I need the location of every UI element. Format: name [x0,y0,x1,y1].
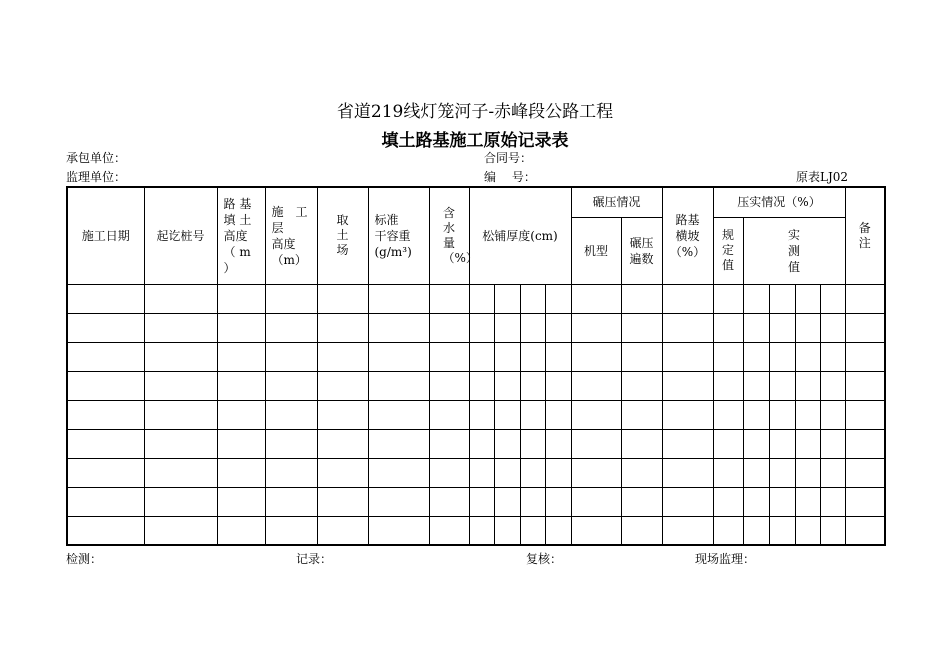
table-cell[interactable] [317,458,368,487]
table-cell[interactable] [469,313,494,342]
table-cell[interactable] [520,400,545,429]
table-cell[interactable] [571,458,621,487]
table-cell[interactable] [265,400,317,429]
table-cell[interactable] [820,400,845,429]
table-cell[interactable] [469,342,494,371]
contract-no-label: 合同号： [484,151,533,165]
table-cell[interactable] [545,516,571,545]
table-cell[interactable] [621,429,662,458]
contractor-label: 承包单位： [66,151,127,165]
table-cell[interactable] [265,284,317,313]
table-cell[interactable] [217,284,265,313]
table-cell[interactable] [217,313,265,342]
table-cell[interactable] [217,342,265,371]
table-cell[interactable] [520,487,545,516]
table-cell[interactable] [713,458,743,487]
table-cell[interactable] [743,458,769,487]
header-layer-height: 施 工 层 高度 （m） [265,187,317,284]
table-row [67,516,885,545]
table-cell[interactable] [469,371,494,400]
table-cell[interactable] [67,284,144,313]
table-cell[interactable] [662,458,713,487]
project-title: 省道219线灯笼河子-赤峰段公路工程 [336,102,614,122]
table-cell[interactable] [713,284,743,313]
table-cell[interactable] [67,487,144,516]
table-cell[interactable] [368,371,429,400]
table-cell[interactable] [845,342,885,371]
table-cell[interactable] [621,516,662,545]
table-cell[interactable] [845,458,885,487]
table-cell[interactable] [545,400,571,429]
table-cell[interactable] [545,487,571,516]
table-cell[interactable] [217,487,265,516]
table-cell[interactable] [845,429,885,458]
table-cell[interactable] [368,284,429,313]
table-cell[interactable] [820,516,845,545]
table-cell[interactable] [820,342,845,371]
table-cell[interactable] [545,429,571,458]
table-cell[interactable] [713,313,743,342]
table-cell[interactable] [265,487,317,516]
table-cell[interactable] [67,371,144,400]
table-cell[interactable] [429,313,469,342]
table-cell[interactable] [67,400,144,429]
header-station: 起讫桩号 [144,187,217,284]
table-cell[interactable] [520,458,545,487]
table-cell[interactable] [217,429,265,458]
table-cell[interactable] [662,313,713,342]
header-borrow [317,187,368,284]
table-cell[interactable] [429,487,469,516]
table-cell[interactable] [545,313,571,342]
table-cell[interactable] [520,342,545,371]
table-cell[interactable] [662,284,713,313]
table-cell[interactable] [662,429,713,458]
table-cell[interactable] [429,400,469,429]
table-cell[interactable] [545,284,571,313]
table-cell[interactable] [769,400,795,429]
table-cell[interactable] [494,516,520,545]
header-measured: 实 测 值 [743,217,845,284]
table-cell[interactable] [144,487,217,516]
table-cell[interactable] [662,371,713,400]
table-body [67,284,885,545]
table-cell[interactable] [743,429,769,458]
table-cell[interactable] [662,487,713,516]
table-cell[interactable] [67,458,144,487]
table-cell[interactable] [845,284,885,313]
table-cell[interactable] [144,458,217,487]
table-cell[interactable] [769,429,795,458]
table-row [67,458,885,487]
table-cell[interactable] [571,429,621,458]
table-cell[interactable] [769,313,795,342]
table-cell[interactable] [571,342,621,371]
footer-site-supervisor: 现场监理： [695,552,756,566]
header-moisture-text: 含水量（%） [442,205,478,265]
table-cell[interactable] [621,342,662,371]
table-cell[interactable] [571,284,621,313]
table-cell[interactable] [743,313,769,342]
table-cell[interactable] [429,429,469,458]
table-cell[interactable] [795,400,820,429]
table-cell[interactable] [317,313,368,342]
table-cell[interactable] [795,342,820,371]
table-cell[interactable] [662,400,713,429]
table-cell[interactable] [520,429,545,458]
table-cell[interactable] [317,284,368,313]
header-remarks [845,187,885,284]
table-cell[interactable] [520,284,545,313]
table-cell[interactable] [713,342,743,371]
table-cell[interactable] [317,487,368,516]
table-cell[interactable] [662,342,713,371]
table-cell[interactable] [820,371,845,400]
table-cell[interactable] [317,371,368,400]
table-cell[interactable] [469,458,494,487]
table-cell[interactable] [845,371,885,400]
footer-review: 复核： [526,552,563,566]
table-cell[interactable] [621,400,662,429]
table-row [67,284,885,313]
table-cell[interactable] [67,429,144,458]
table-cell[interactable] [571,487,621,516]
footer-record: 记录： [296,552,333,566]
header-passes: 碾压 遍数 [621,217,662,284]
table-row [67,400,885,429]
table-cell[interactable] [820,429,845,458]
header-slope: 路基 横坡 （%） [662,187,713,284]
table-cell[interactable] [769,458,795,487]
header-density-group: 压实情况（%） [713,187,845,217]
table-cell[interactable] [662,516,713,545]
table-cell[interactable] [265,458,317,487]
table-cell[interactable] [144,400,217,429]
header-specified-text: 规定值 [721,228,734,272]
record-table [66,186,886,546]
table-cell[interactable] [469,516,494,545]
table-cell[interactable] [713,400,743,429]
table-cell[interactable] [368,313,429,342]
table-cell[interactable] [429,342,469,371]
table-cell[interactable] [494,313,520,342]
table-cell[interactable] [713,516,743,545]
table-cell[interactable] [769,342,795,371]
table-cell[interactable] [67,342,144,371]
header-date: 施工日期 [67,187,144,284]
table-cell[interactable] [144,371,217,400]
table-cell[interactable] [469,429,494,458]
header-fill-height: 路 基 填 土 高度 （ m ） [217,187,265,284]
table-cell[interactable] [144,284,217,313]
table-cell[interactable] [845,313,885,342]
header-moisture [429,187,478,284]
table-cell[interactable] [494,342,520,371]
table-cell[interactable] [743,342,769,371]
table-cell[interactable] [845,400,885,429]
table-cell[interactable] [713,429,743,458]
table-cell[interactable] [621,458,662,487]
table-cell[interactable] [494,371,520,400]
table-cell[interactable] [571,371,621,400]
table-cell[interactable] [67,313,144,342]
table-cell[interactable] [265,371,317,400]
table-cell[interactable] [265,313,317,342]
table-cell[interactable] [368,458,429,487]
table-cell[interactable] [265,429,317,458]
table-cell[interactable] [494,284,520,313]
table-cell[interactable] [520,516,545,545]
table-cell[interactable] [429,371,469,400]
table-cell[interactable] [520,371,545,400]
table-cell[interactable] [769,371,795,400]
header-dry-density: 标准 干容重 (g/m³) [368,187,429,284]
table-cell[interactable] [144,342,217,371]
table-cell[interactable] [217,400,265,429]
form-title: 填土路基施工原始记录表 [381,131,569,151]
table-cell[interactable] [621,284,662,313]
header-remarks-text: 备注 [858,220,871,250]
header-loose-thickness: 松铺厚度(cm) [469,187,571,284]
table-cell[interactable] [621,487,662,516]
table-cell[interactable] [545,371,571,400]
table-cell[interactable] [494,429,520,458]
form-code: 原表LJ02 [796,170,849,184]
table-cell[interactable] [769,516,795,545]
table-cell[interactable] [713,371,743,400]
table-cell[interactable] [545,342,571,371]
table-cell[interactable] [571,516,621,545]
table-cell[interactable] [795,458,820,487]
table-cell[interactable] [520,313,545,342]
table-cell[interactable] [845,516,885,545]
table-row [67,487,885,516]
table-row [67,313,885,342]
table-cell[interactable] [795,313,820,342]
table-cell[interactable] [820,313,845,342]
table-cell[interactable] [217,516,265,545]
table-cell[interactable] [743,487,769,516]
table-cell[interactable] [494,400,520,429]
table-cell[interactable] [621,371,662,400]
table-cell[interactable] [820,284,845,313]
table-cell[interactable] [265,342,317,371]
table-cell[interactable] [317,516,368,545]
table-cell[interactable] [317,342,368,371]
table-cell[interactable] [429,284,469,313]
table-cell[interactable] [845,487,885,516]
table-cell[interactable] [743,400,769,429]
table-cell[interactable] [67,516,144,545]
table-row [67,342,885,371]
table-cell[interactable] [621,313,662,342]
table-cell[interactable] [469,487,494,516]
table-cell[interactable] [494,458,520,487]
table-cell[interactable] [265,516,317,545]
serial-label: 编 号： [484,170,536,184]
table-cell[interactable] [795,429,820,458]
table-cell[interactable] [743,284,769,313]
footer-inspect: 检测： [66,552,103,566]
table-cell[interactable] [743,371,769,400]
table-cell[interactable] [144,429,217,458]
table-cell[interactable] [144,516,217,545]
table-cell[interactable] [429,458,469,487]
table-cell[interactable] [795,371,820,400]
table-cell[interactable] [429,516,469,545]
table-cell[interactable] [820,458,845,487]
header-borrow-text: 取土场 [336,213,349,258]
header-machine: 机型 [571,217,621,284]
table-cell[interactable] [545,458,571,487]
table-cell[interactable] [217,458,265,487]
table-cell[interactable] [769,487,795,516]
table-cell[interactable] [743,516,769,545]
table-row [67,371,885,400]
table-cell[interactable] [769,284,795,313]
table-cell[interactable] [571,313,621,342]
table-cell[interactable] [368,487,429,516]
table-cell[interactable] [317,429,368,458]
table-cell[interactable] [571,400,621,429]
table-cell[interactable] [820,487,845,516]
table-cell[interactable] [494,487,520,516]
table-cell[interactable] [795,487,820,516]
supervisor-label: 监理单位： [66,170,127,184]
table-row [67,429,885,458]
table-cell[interactable] [469,284,494,313]
table-cell[interactable] [368,429,429,458]
table-cell[interactable] [368,516,429,545]
table-cell[interactable] [317,400,368,429]
header-specified [713,217,743,284]
table-cell[interactable] [368,400,429,429]
table-cell[interactable] [368,342,429,371]
table-cell[interactable] [217,371,265,400]
table-cell[interactable] [469,400,494,429]
header-compaction-group: 碾压情况 [571,187,662,217]
table-cell[interactable] [795,284,820,313]
table-cell[interactable] [713,487,743,516]
table-cell[interactable] [144,313,217,342]
table-cell[interactable] [795,516,820,545]
